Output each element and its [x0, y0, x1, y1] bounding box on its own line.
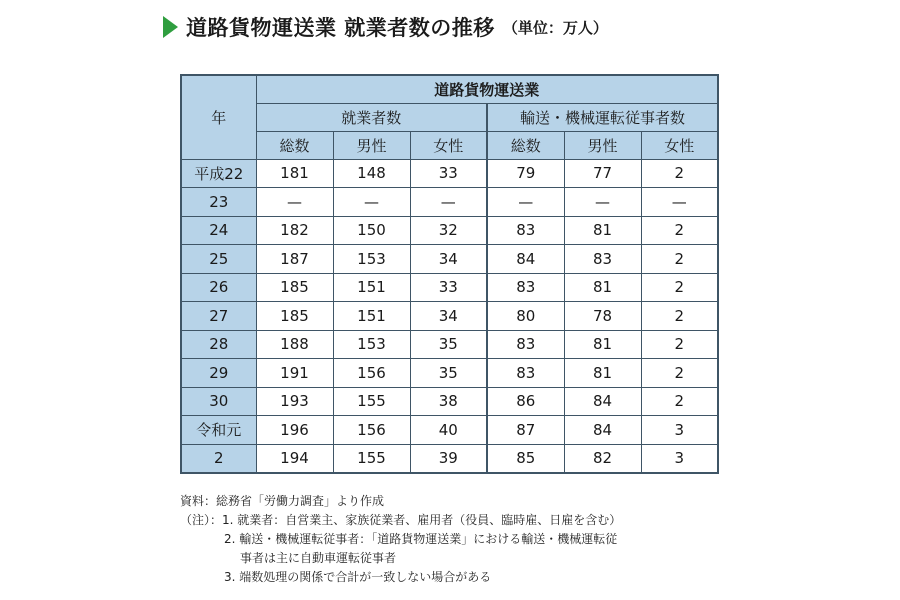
table-cell: 2 — [641, 216, 718, 245]
table-cell: 83 — [487, 216, 564, 245]
table-cell: 151 — [333, 273, 410, 302]
table-cell: 187 — [256, 245, 333, 274]
year-cell: 令和元 — [181, 416, 256, 445]
year-header: 年 — [181, 75, 256, 159]
table-cell: 83 — [487, 273, 564, 302]
group-header: 道路貨物運送業 — [256, 75, 718, 103]
table-row — [181, 245, 718, 274]
table-cell: — — [641, 188, 718, 217]
table-cell: 84 — [564, 387, 641, 416]
table-row — [181, 416, 718, 445]
title-bar — [163, 12, 608, 42]
table-row — [181, 216, 718, 245]
table-cell: 2 — [641, 273, 718, 302]
table-row — [181, 159, 718, 188]
table-cell: 81 — [564, 273, 641, 302]
year-cell: 30 — [181, 387, 256, 416]
table-cell: 81 — [564, 359, 641, 388]
table-cell: 153 — [333, 330, 410, 359]
year-cell: 26 — [181, 273, 256, 302]
table-cell: 84 — [487, 245, 564, 274]
employment-table — [180, 74, 719, 474]
table-cell: 34 — [410, 302, 487, 331]
table-cell: 35 — [410, 359, 487, 388]
table-cell: 153 — [333, 245, 410, 274]
column-header: 男性 — [333, 131, 410, 159]
table-cell: 182 — [256, 216, 333, 245]
year-cell: 28 — [181, 330, 256, 359]
table-cell: 2 — [641, 245, 718, 274]
table-cell: 181 — [256, 159, 333, 188]
footnote-2: 2. 輸送・機械運転従事者：「道路貨物運送業」における輸送・機械運転従 — [224, 532, 618, 546]
column-header: 女性 — [641, 131, 718, 159]
table-cell: 84 — [564, 416, 641, 445]
table-cell: — — [487, 188, 564, 217]
table-cell: 155 — [333, 387, 410, 416]
table-cell: — — [410, 188, 487, 217]
table-cell: 156 — [333, 416, 410, 445]
table-cell: 81 — [564, 216, 641, 245]
table-cell: 151 — [333, 302, 410, 331]
table-cell: 3 — [641, 416, 718, 445]
table-cell: 2 — [641, 302, 718, 331]
table-cell: 150 — [333, 216, 410, 245]
table-cell: 40 — [410, 416, 487, 445]
source-note: 資料：総務省「労働力調査」より作成 — [180, 494, 385, 508]
table-cell: 2 — [641, 159, 718, 188]
table-cell: 2 — [641, 387, 718, 416]
table-cell: 82 — [564, 444, 641, 473]
table-cell: 79 — [487, 159, 564, 188]
table-cell: 3 — [641, 444, 718, 473]
table-cell: 155 — [333, 444, 410, 473]
table-cell: 86 — [487, 387, 564, 416]
year-cell: 24 — [181, 216, 256, 245]
triangle-bullet-icon — [163, 16, 178, 38]
year-cell: 平成22 — [181, 159, 256, 188]
table-cell: 83 — [564, 245, 641, 274]
table-row — [181, 302, 718, 331]
table-cell: — — [333, 188, 410, 217]
table-cell: 2 — [641, 359, 718, 388]
table-row — [181, 273, 718, 302]
table-cell: 83 — [487, 330, 564, 359]
table-cell: 196 — [256, 416, 333, 445]
table-row — [181, 330, 718, 359]
unit-label: （単位：万人） — [502, 18, 608, 37]
table-cell: 194 — [256, 444, 333, 473]
page-title: 道路貨物運送業 就業者数の推移 — [186, 16, 495, 40]
table-cell: 32 — [410, 216, 487, 245]
table-cell: 87 — [487, 416, 564, 445]
column-header: 女性 — [410, 131, 487, 159]
table-cell: 78 — [564, 302, 641, 331]
table-cell: 33 — [410, 159, 487, 188]
table-row — [181, 387, 718, 416]
table-cell: 185 — [256, 302, 333, 331]
table-cell: 191 — [256, 359, 333, 388]
table-cell: 156 — [333, 359, 410, 388]
table-cell: — — [256, 188, 333, 217]
table-cell: 193 — [256, 387, 333, 416]
table-cell: 33 — [410, 273, 487, 302]
table-body — [181, 159, 718, 473]
table-row — [181, 444, 718, 473]
column-header: 総数 — [256, 131, 333, 159]
footnote-3: 3. 端数処理の関係で合計が一致しない場合がある — [224, 570, 492, 584]
table-cell: 81 — [564, 330, 641, 359]
notes-section — [180, 492, 621, 587]
year-cell: 27 — [181, 302, 256, 331]
table-cell: 39 — [410, 444, 487, 473]
table-cell: 34 — [410, 245, 487, 274]
footnote-2-continued: 事者は主に自動車運転従事者 — [240, 551, 397, 565]
column-header: 男性 — [564, 131, 641, 159]
table-row — [181, 359, 718, 388]
table-cell: 85 — [487, 444, 564, 473]
table-cell: 2 — [641, 330, 718, 359]
year-cell: 25 — [181, 245, 256, 274]
year-cell: 23 — [181, 188, 256, 217]
table-cell: 185 — [256, 273, 333, 302]
table-cell: 35 — [410, 330, 487, 359]
year-cell: 2 — [181, 444, 256, 473]
table-cell: 83 — [487, 359, 564, 388]
table-cell: 80 — [487, 302, 564, 331]
table-cell: 148 — [333, 159, 410, 188]
table-cell: 77 — [564, 159, 641, 188]
table-cell: — — [564, 188, 641, 217]
year-cell: 29 — [181, 359, 256, 388]
subgroup-header-transport: 輸送・機械運転従事者数 — [487, 103, 718, 131]
subgroup-header-employed: 就業者数 — [256, 103, 487, 131]
footnote-1: （注）：1. 就業者：自営業主、家族従業者、雇用者（役員、臨時雇、日雇を含む） — [180, 513, 622, 527]
table-row — [181, 188, 718, 217]
table-cell: 188 — [256, 330, 333, 359]
column-header: 総数 — [487, 131, 564, 159]
table-cell: 38 — [410, 387, 487, 416]
